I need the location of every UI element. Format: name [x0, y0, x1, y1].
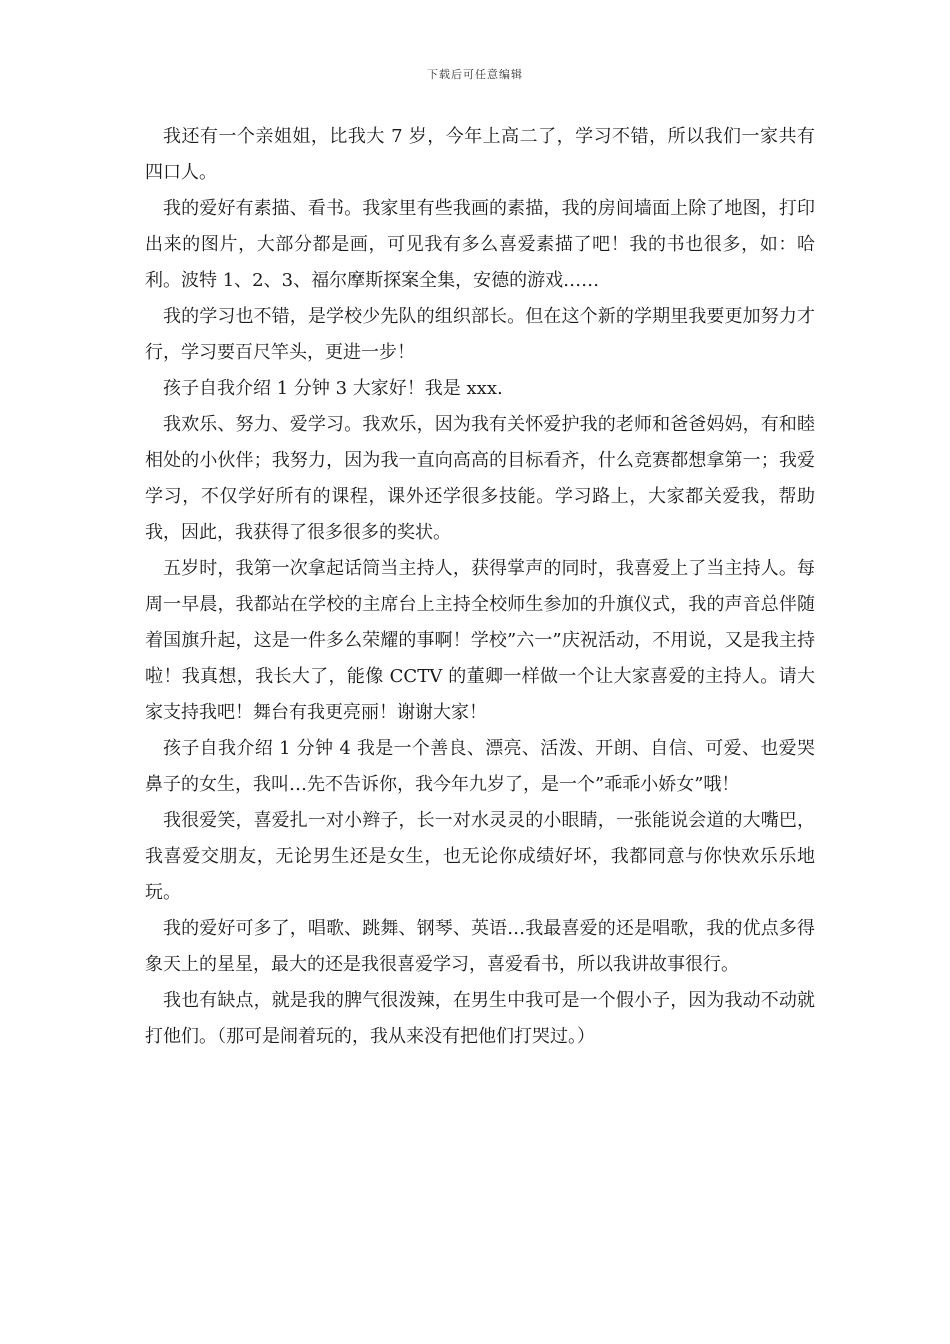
paragraph-study: 我的学习也不错，是学校少先队的组织部长。但在这个新的学期里我要更加努力才行，学习要百尺竿头，更进一步！: [145, 306, 815, 363]
document-body: [145, 119, 815, 1055]
paragraph-shortcomings: 我也有缺点，就是我的脾气很泼辣，在男生中我可是一个假小子，因为我动不动就打他们。（那可是闹着玩的，我从来没有把他们打哭过。）: [145, 990, 815, 1047]
paragraph-hobbies: 我的爱好有素描、看书。我家里有些我画的素描，我的房间墙面上除了地图，打印出来的图片，大部分都是画，可见我有多么喜爱素描了吧！我的书也很多，如：哈利。波特 1、2、3、福尔摩斯探案全集，安德的游戏……: [145, 198, 815, 291]
paragraph-intro-4: 孩子自我介绍 1 分钟 4 我是一个善良、漂亮、活泼、开朗、自信、可爱、也爱哭鼻子的女生，我叫…先不告诉你，我今年九岁了，是一个”乖乖小娇女”哦！: [145, 738, 815, 795]
paragraph-smile: 我很爱笑，喜爱扎一对小辫子，长一对水灵灵的小眼睛，一张能说会道的大嘴巴，我喜爱交朋友，无论男生还是女生，也无论你成绩好坏，我都同意与你快欢乐乐地玩。: [145, 810, 815, 903]
page-header: 下载后可任意编辑: [427, 68, 523, 81]
paragraph-intro-3-heading: 孩子自我介绍 1 分钟 3 大家好！我是 xxx.: [163, 378, 503, 399]
paragraph-host: 五岁时，我第一次拿起话筒当主持人，获得掌声的同时，我喜爱上了当主持人。每周一早晨，我都站在学校的主席台上主持全校师生参加的升旗仪式，我的声音总伴随着国旗升起，这是一件多么荣耀的事啊！学校”六一”庆祝活动，不用说，又是我主持啦！我真想，我长大了，能像 CCTV 的董卿一样做一个让大家喜爱的主持人。请大家支持我吧！舞台有我更亮丽！谢谢大家！: [145, 558, 815, 723]
paragraph-happy: 我欢乐、努力、爱学习。我欢乐，因为我有关怀爱护我的老师和爸爸妈妈，有和睦相处的小伙伴；我努力，因为我一直向高高的目标看齐，什么竞赛都想拿第一；我爱学习，不仅学好所有的课程，课外还学很多技能。学习路上，大家都关爱我，帮助我，因此，我获得了很多很多的奖状。: [145, 414, 815, 543]
paragraph-hobbies-singing: 我的爱好可多了，唱歌、跳舞、钢琴、英语…我最喜爱的还是唱歌，我的优点多得象天上的星星，最大的还是我很喜爱学习，喜爱看书，所以我讲故事很行。: [145, 918, 815, 975]
paragraph-family: 我还有一个亲姐姐，比我大 7 岁，今年上高二了，学习不错，所以我们一家共有四口人。: [145, 126, 815, 183]
